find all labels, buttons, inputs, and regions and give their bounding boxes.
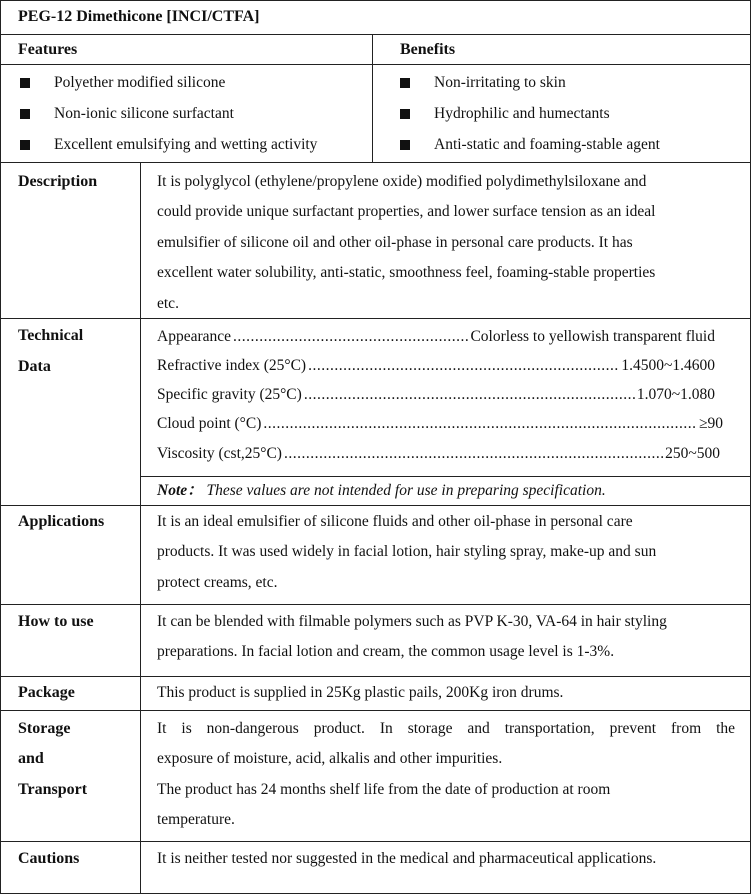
description-text [157,167,655,319]
features-header: Features [18,41,78,58]
feature-item: Non-ionic silicone surfactant [54,105,234,122]
package-text: This product is supplied in 25Kg plastic pails, 200Kg iron drums. [157,684,564,701]
spec-value: 1.4500~1.4600 [621,357,715,374]
table-border-right [750,0,751,894]
spec-value: ≥90 [698,415,723,432]
benefit-item: Hydrophilic and humectants [434,105,610,122]
row-divider [0,505,751,506]
applications-line: protect creams, etc. [157,573,278,591]
bullet-square-icon [20,78,30,88]
note-label: Note： [157,482,203,499]
column-divider-features [372,34,373,162]
spec-row-specific-gravity [157,385,715,405]
how-to-use-line: preparations. In facial lotion and cream, the common usage level is 1-3%. [157,643,615,661]
spec-leader-dots [284,444,663,464]
cautions-text: It is neither tested nor suggested in the medical and pharmaceutical applications. [157,850,657,867]
spec-row-viscosity [157,444,720,464]
package-label: Package [18,684,75,701]
applications-label: Applications [18,513,105,530]
how-to-use-label: How to use [18,613,94,630]
spec-row-cloud-point [157,414,723,434]
cautions-label: Cautions [18,850,80,867]
row-divider [0,64,751,65]
applications-line: products. It was used widely in facial lotion, hair styling spray, make-up and sun [157,543,657,561]
storage-line: It is non-dangerous product. In storage and transportation, prevent from the [157,720,735,737]
spec-name: Appearance [157,328,232,345]
spec-value: 1.070~1.080 [636,386,715,403]
technical-label: Technical [18,327,84,344]
description-label: Description [18,173,98,190]
bullet-square-icon [400,78,410,88]
spec-leader-dots [304,385,635,405]
description-line: emulsifier of silicone oil and other oil-phase in personal care products. It has [157,233,633,251]
applications-line: It is an ideal emulsifier of silicone fluids and other oil-phase in personal care [157,513,633,530]
storage-label: Storage [18,720,71,737]
spec-value: 250~500 [665,445,720,462]
bullet-square-icon [20,140,30,150]
spec-row-refractive-index [157,356,715,376]
benefit-item: Anti-static and foaming-stable agent [434,136,660,153]
storage-label-line2: and [18,750,44,767]
how-to-use-text [157,607,667,668]
description-line: etc. [157,294,179,312]
spec-leader-dots [308,356,619,376]
storage-label-line3: Transport [18,781,88,798]
row-divider [0,162,751,163]
row-divider [0,604,751,605]
table-border-left [0,0,1,894]
spec-name: Cloud point (°C) [157,415,262,432]
spec-name: Viscosity (cst,25°C) [157,445,282,462]
how-to-use-line: It can be blended with filmable polymers such as PVP K-30, VA-64 in hair styling [157,613,667,630]
benefits-header: Benefits [400,41,456,58]
description-line: could provide unique surfactant properties, and lower surface tension as an ideal [157,203,656,221]
note-text: These values are not intended for use in preparing specification. [206,482,606,499]
column-divider-label [140,162,141,894]
spec-name: Refractive index (25°C) [157,357,307,374]
bullet-square-icon [400,109,410,119]
storage-line: The product has 24 months shelf life from the date of production at room [157,780,611,798]
table-border-top [0,0,751,1]
storage-line: temperature. [157,811,235,829]
bullet-square-icon [400,140,410,150]
feature-item: Excellent emulsifying and wetting activity [54,136,318,153]
storage-text [157,714,735,836]
storage-line: exposure of moisture, acid, alkalis and other impurities. [157,750,503,768]
page-title: PEG-12 Dimethicone [INCI/CTFA] [18,8,260,25]
technical-note [157,481,606,501]
row-divider [0,676,751,677]
feature-item: Polyether modified silicone [54,74,226,91]
spec-value: Colorless to yellowish transparent fluid [470,328,715,345]
row-divider [140,476,751,477]
technical-label-line2: Data [18,358,51,375]
row-divider [0,710,751,711]
spec-leader-dots [233,327,468,347]
spec-row-appearance [157,327,715,347]
bullet-square-icon [20,109,30,119]
spec-leader-dots [263,414,697,434]
description-line: excellent water solubility, anti-static, smoothness feel, foaming-stable properties [157,264,656,282]
description-line: It is polyglycol (ethylene/propylene oxide) modified polydimethylsiloxane and [157,173,647,190]
benefit-item: Non-irritating to skin [434,74,566,91]
applications-text [157,507,656,598]
row-divider [0,841,751,842]
spec-name: Specific gravity (25°C) [157,386,302,403]
row-divider [0,34,751,35]
